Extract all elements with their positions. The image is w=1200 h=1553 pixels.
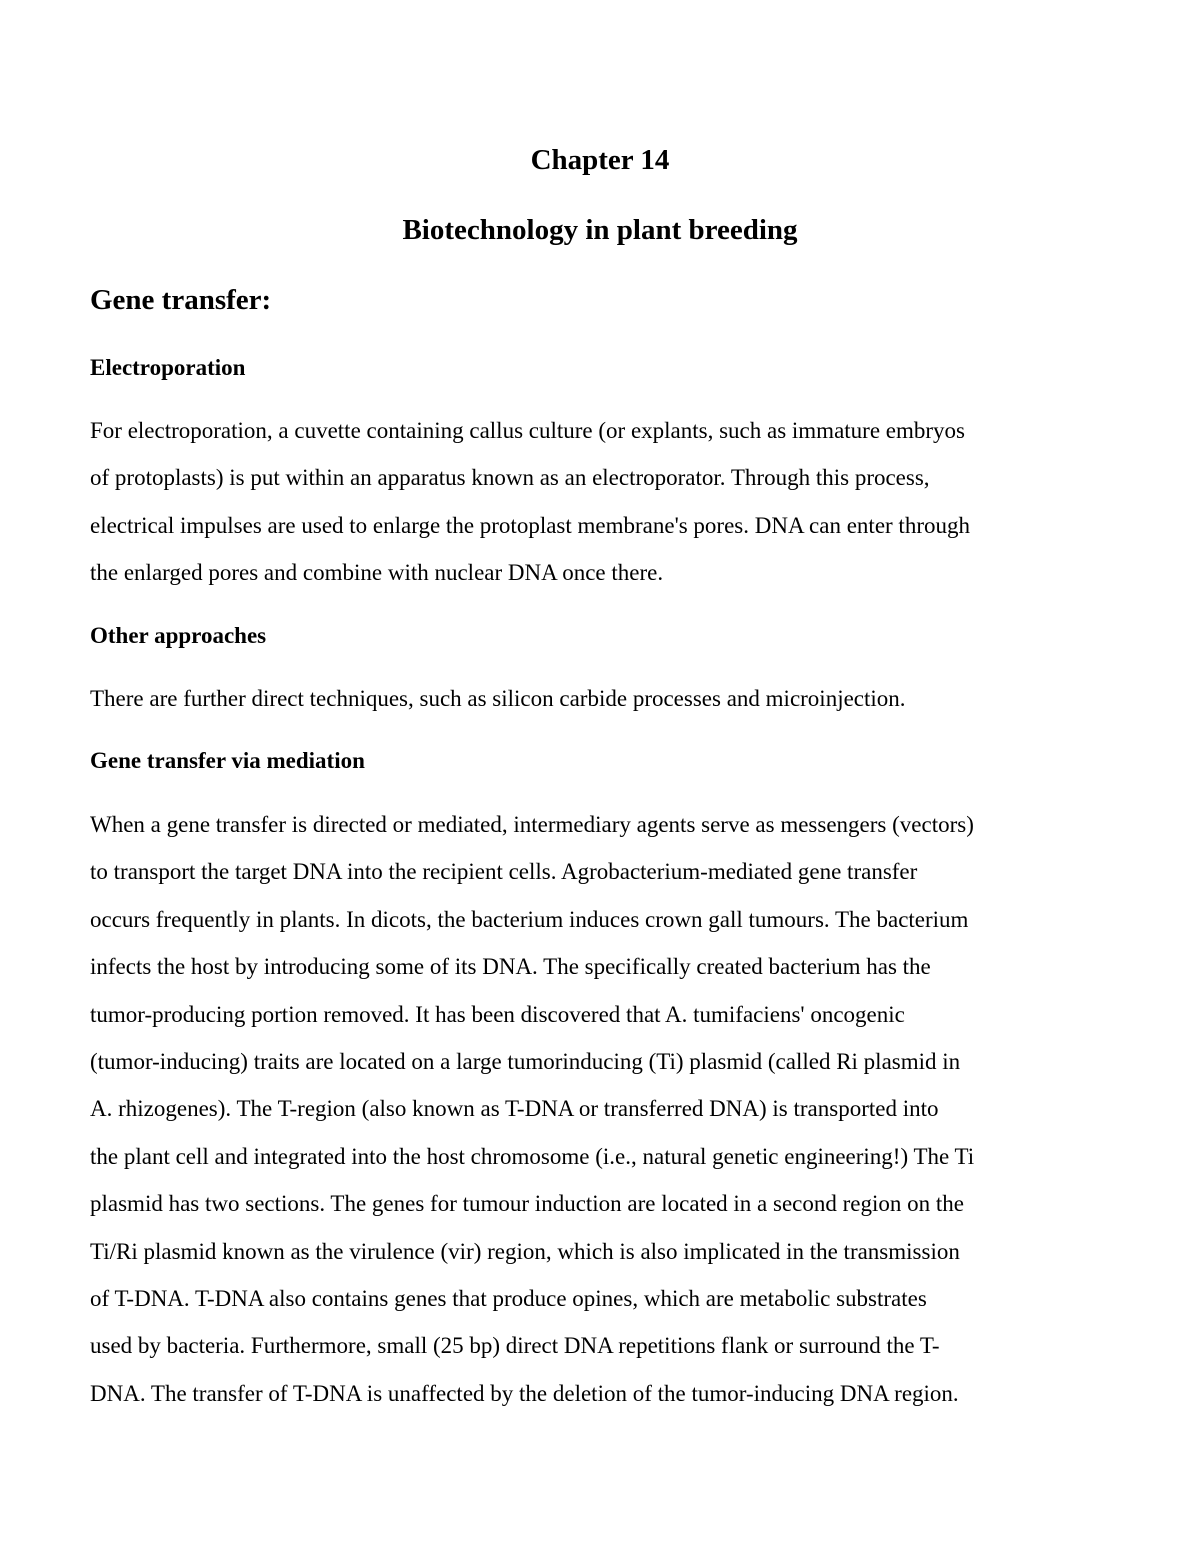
chapter-number: Chapter 14 [530,144,670,176]
text-line: Ti/Ri plasmid known as the virulence (vir) region, which is also implicated in the transmission [90,1238,960,1264]
text-line: (tumor-inducing) traits are located on a large tumorinducing (Ti) plasmid (called Ri plasmid in [90,1048,961,1074]
subheading-other-approaches: Other approaches [90,623,267,648]
text-line: the enlarged pores and combine with nuclear DNA once there. [90,560,664,586]
text-line: For electroporation, a cuvette containing callus culture (or explants, such as immature embryos [90,418,965,443]
paragraph-gene-transfer-mediation [90,809,1150,1425]
section-heading: Gene transfer: [90,284,272,316]
text-line: to transport the target DNA into the recipient cells. Agrobacterium-mediated gene transfer [90,859,918,885]
text-line: When a gene transfer is directed or mediated, intermediary agents serve as messengers (vectors) [90,812,974,837]
subheading-gene-transfer-mediation: Gene transfer via mediation [90,748,365,773]
text-line: tumor-producing portion removed. It has been discovered that A. tumifaciens' oncogenic [90,1001,905,1027]
paragraph-other-approaches [90,683,1150,730]
text-line: used by bacteria. Furthermore, small (25 bp) direct DNA repetitions flank or surround the T- [90,1333,940,1359]
text-line: of protoplasts) is put within an apparatus known as an electroporator. Through this process, [90,465,930,491]
text-line: plasmid has two sections. The genes for tumour induction are located in a second region on the [90,1191,964,1217]
text-line: of T-DNA. T-DNA also contains genes that produce opines, which are metabolic substrates [90,1285,927,1311]
text-line: DNA. The transfer of T-DNA is unaffected by the deletion of the tumor-inducing DNA region. [90,1380,959,1406]
text-line: There are further direct techniques, such as silicon carbide processes and microinjection. [90,686,906,711]
paragraph-electroporation [90,415,1150,605]
text-line: A. rhizogenes). The T-region (also known as T-DNA or transferred DNA) is transported into [90,1096,939,1122]
text-line: the plant cell and integrated into the host chromosome (i.e., natural genetic engineering!) The Ti [90,1143,975,1169]
text-line: infects the host by introducing some of its DNA. The specifically created bacterium has the [90,954,931,980]
subheading-electroporation: Electroporation [90,355,246,380]
text-line: electrical impulses are used to enlarge the protoplast membrane's pores. DNA can enter through [90,512,970,538]
chapter-title: Biotechnology in plant breeding [402,214,798,246]
text-line: occurs frequently in plants. In dicots, the bacterium induces crown gall tumours. The bacterium [90,906,969,932]
